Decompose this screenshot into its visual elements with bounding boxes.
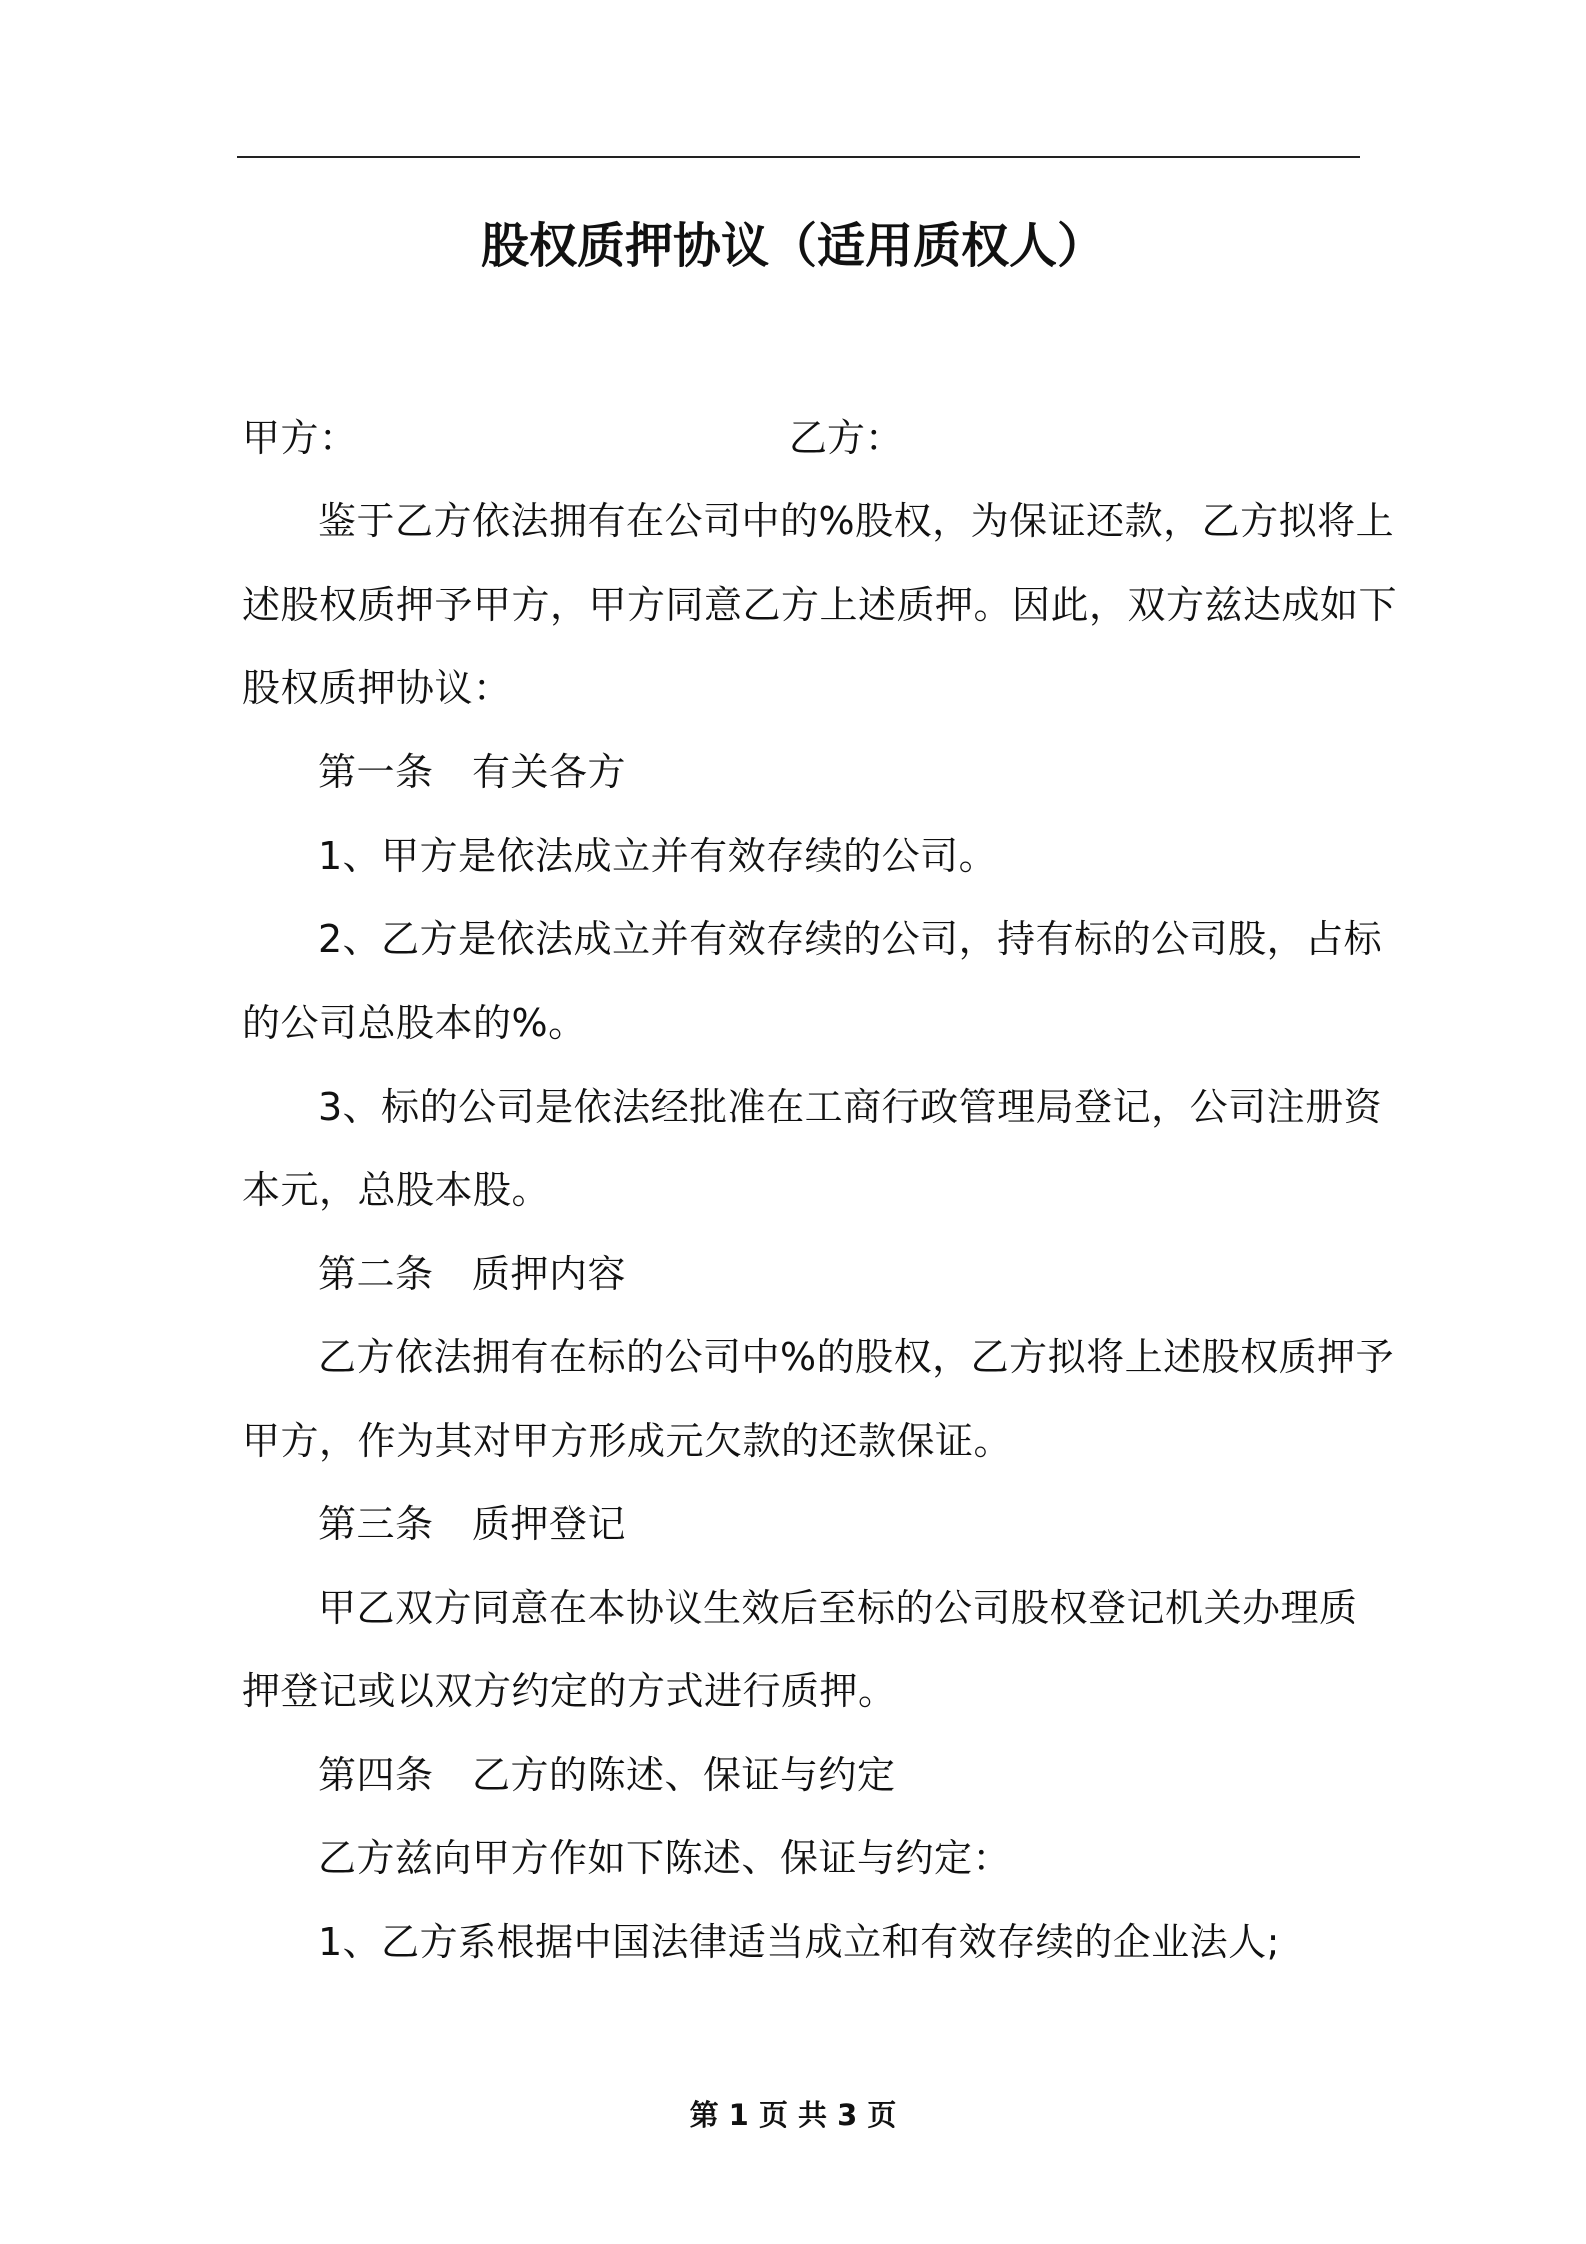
- header-rule: [237, 156, 1360, 158]
- body-line: 1、乙方系根据中国法律适当成立和有效存续的企业法人;: [318, 1920, 1280, 1964]
- body-line: 甲乙双方同意在本协议生效后至标的公司股权登记机关办理质: [318, 1586, 1358, 1630]
- document-title: 股权质押协议（适用质权人）: [480, 218, 1105, 274]
- article-heading: 第三条 质押登记: [318, 1502, 627, 1546]
- body-line: 本元，总股本股。: [242, 1168, 551, 1212]
- body-line: 1、甲方是依法成立并有效存续的公司。: [318, 834, 998, 878]
- article-heading: 第二条 质押内容: [318, 1252, 627, 1296]
- body-line: 鉴于乙方依法拥有在公司中的%股权，为保证还款，乙方拟将上: [318, 499, 1395, 543]
- body-line: 2、乙方是依法成立并有效存续的公司，持有标的公司股，占标: [318, 917, 1383, 961]
- body-line: 3、标的公司是依法经批准在工商行政管理局登记，公司注册资: [318, 1085, 1383, 1129]
- article-heading: 第一条 有关各方: [318, 750, 627, 794]
- page-footer: 第 1 页 共 3 页: [689, 2098, 897, 2132]
- body-line: 押登记或以双方约定的方式进行质押。: [242, 1669, 897, 1713]
- party-a-label: 甲方：: [242, 416, 358, 460]
- body-line: 乙方兹向甲方作如下陈述、保证与约定：: [318, 1836, 1012, 1880]
- body-line: 述股权质押予甲方，甲方同意乙方上述质押。因此，双方兹达成如下: [242, 583, 1398, 627]
- body-line: 乙方依法拥有在标的公司中%的股权，乙方拟将上述股权质押予: [318, 1335, 1395, 1379]
- article-heading: 第四条 乙方的陈述、保证与约定: [318, 1753, 896, 1797]
- body-line: 的公司总股本的%。: [242, 1001, 587, 1045]
- body-line: 甲方，作为其对甲方形成元欠款的还款保证。: [242, 1419, 1013, 1463]
- body-line: 股权质押协议：: [242, 666, 512, 710]
- party-b-label: 乙方：: [789, 416, 904, 460]
